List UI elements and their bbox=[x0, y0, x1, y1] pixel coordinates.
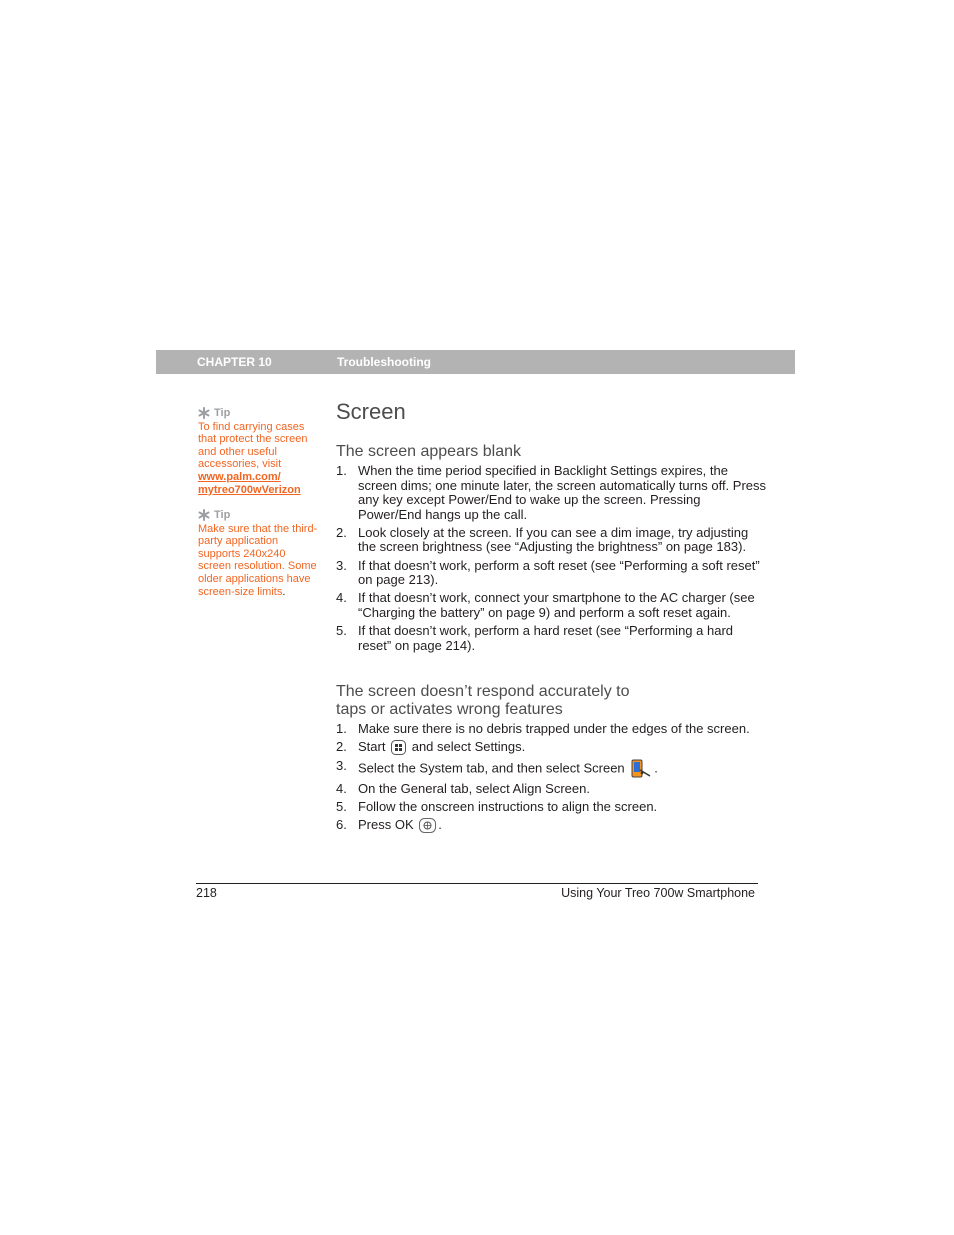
step-number: 5. bbox=[336, 622, 347, 638]
page-number: 218 bbox=[196, 886, 217, 900]
step-text: Look closely at the screen. If you can see a dim image, try adjusting the screen brightness (see “Adjusting the brightness” on page 183). bbox=[358, 524, 749, 555]
tip-period: . bbox=[282, 585, 286, 598]
list-item bbox=[336, 800, 766, 815]
heading-line-1: The screen doesn’t respond accurately to bbox=[336, 683, 630, 700]
tip-label: Tip bbox=[214, 407, 231, 419]
tip-box-1 bbox=[198, 407, 318, 496]
list-item bbox=[336, 591, 766, 620]
step-text: Press OK bbox=[358, 817, 414, 833]
section-heading-tap-accuracy bbox=[336, 683, 630, 719]
step-number: 4. bbox=[336, 590, 347, 606]
step-text-after: . bbox=[654, 760, 658, 776]
chapter-title: Troubleshooting bbox=[337, 355, 431, 369]
step-text: If that doesn’t work, perform a soft reset (see “Performing a soft reset” on page 213). bbox=[358, 557, 760, 588]
step-text-after: . bbox=[438, 817, 442, 833]
list-item bbox=[336, 464, 766, 522]
step-text: Follow the onscreen instructions to align the screen. bbox=[358, 799, 658, 815]
list-item bbox=[336, 526, 766, 555]
step-text: When the time period specified in Backlight Settings expires, the screen dims; one minute later, the screen automatically turns off. Press any key except Power/End to wake up the screen. Pressing Power/End hangs up the call. bbox=[358, 463, 767, 522]
tip-box-2 bbox=[198, 509, 318, 598]
list-item bbox=[336, 782, 766, 797]
step-number: 3. bbox=[336, 757, 347, 773]
step-text-after: and select Settings. bbox=[411, 739, 526, 755]
step-number: 1. bbox=[336, 721, 347, 736]
step-number: 5. bbox=[336, 799, 347, 815]
heading-line-2: taps or activates wrong features bbox=[336, 701, 563, 718]
book-title: Using Your Treo 700w Smartphone bbox=[561, 886, 755, 900]
chapter-number: CHAPTER 10 bbox=[197, 355, 272, 369]
tip-text: Make sure that the third-party application supports 240x240 screen resolution. Some older applications have screen-size limits bbox=[198, 522, 318, 598]
link-line-2: mytreo700wVerizon bbox=[198, 483, 301, 496]
step-number: 2. bbox=[336, 739, 347, 755]
step-text: Select the System tab, and then select Screen bbox=[358, 760, 625, 776]
list-item bbox=[336, 559, 766, 588]
tap-accuracy-steps bbox=[336, 722, 766, 837]
blank-screen-steps bbox=[336, 464, 766, 657]
screen-settings-icon bbox=[630, 759, 652, 779]
step-text: Start bbox=[358, 739, 386, 755]
asterisk-icon bbox=[198, 509, 210, 521]
page-title: Screen bbox=[336, 399, 406, 424]
list-item bbox=[336, 818, 766, 833]
step-number: 3. bbox=[336, 557, 347, 573]
step-text: Make sure there is no debris trapped under the edges of the screen. bbox=[358, 721, 750, 736]
ok-button-icon bbox=[419, 818, 436, 833]
palm-link[interactable] bbox=[198, 471, 318, 496]
step-number: 6. bbox=[336, 817, 347, 833]
tip-header bbox=[198, 407, 318, 420]
tip-label: Tip bbox=[214, 509, 231, 521]
list-item bbox=[336, 740, 766, 755]
step-number: 1. bbox=[336, 463, 347, 478]
asterisk-icon bbox=[198, 407, 210, 419]
step-number: 4. bbox=[336, 781, 347, 797]
step-text: On the General tab, select Align Screen. bbox=[358, 781, 590, 797]
list-item bbox=[336, 722, 766, 737]
step-text: If that doesn’t work, connect your smartphone to the AC charger (see “Charging the battery” on page 9) and perform a soft reset again. bbox=[358, 590, 755, 620]
footer-divider bbox=[196, 883, 758, 884]
list-item bbox=[336, 624, 766, 653]
chapter-header-bar bbox=[156, 350, 795, 374]
tip-text: To find carrying cases that protect the screen and other useful accessories, visit bbox=[198, 420, 308, 471]
tip-header bbox=[198, 509, 318, 522]
list-item bbox=[336, 759, 766, 779]
step-number: 2. bbox=[336, 524, 347, 540]
step-text: If that doesn’t work, perform a hard reset (see “Performing a hard reset” on page 214). bbox=[358, 622, 734, 653]
section-heading-blank-screen: The screen appears blank bbox=[336, 443, 521, 460]
start-icon bbox=[391, 740, 406, 755]
link-line-1: www.palm.com/ bbox=[198, 470, 281, 483]
